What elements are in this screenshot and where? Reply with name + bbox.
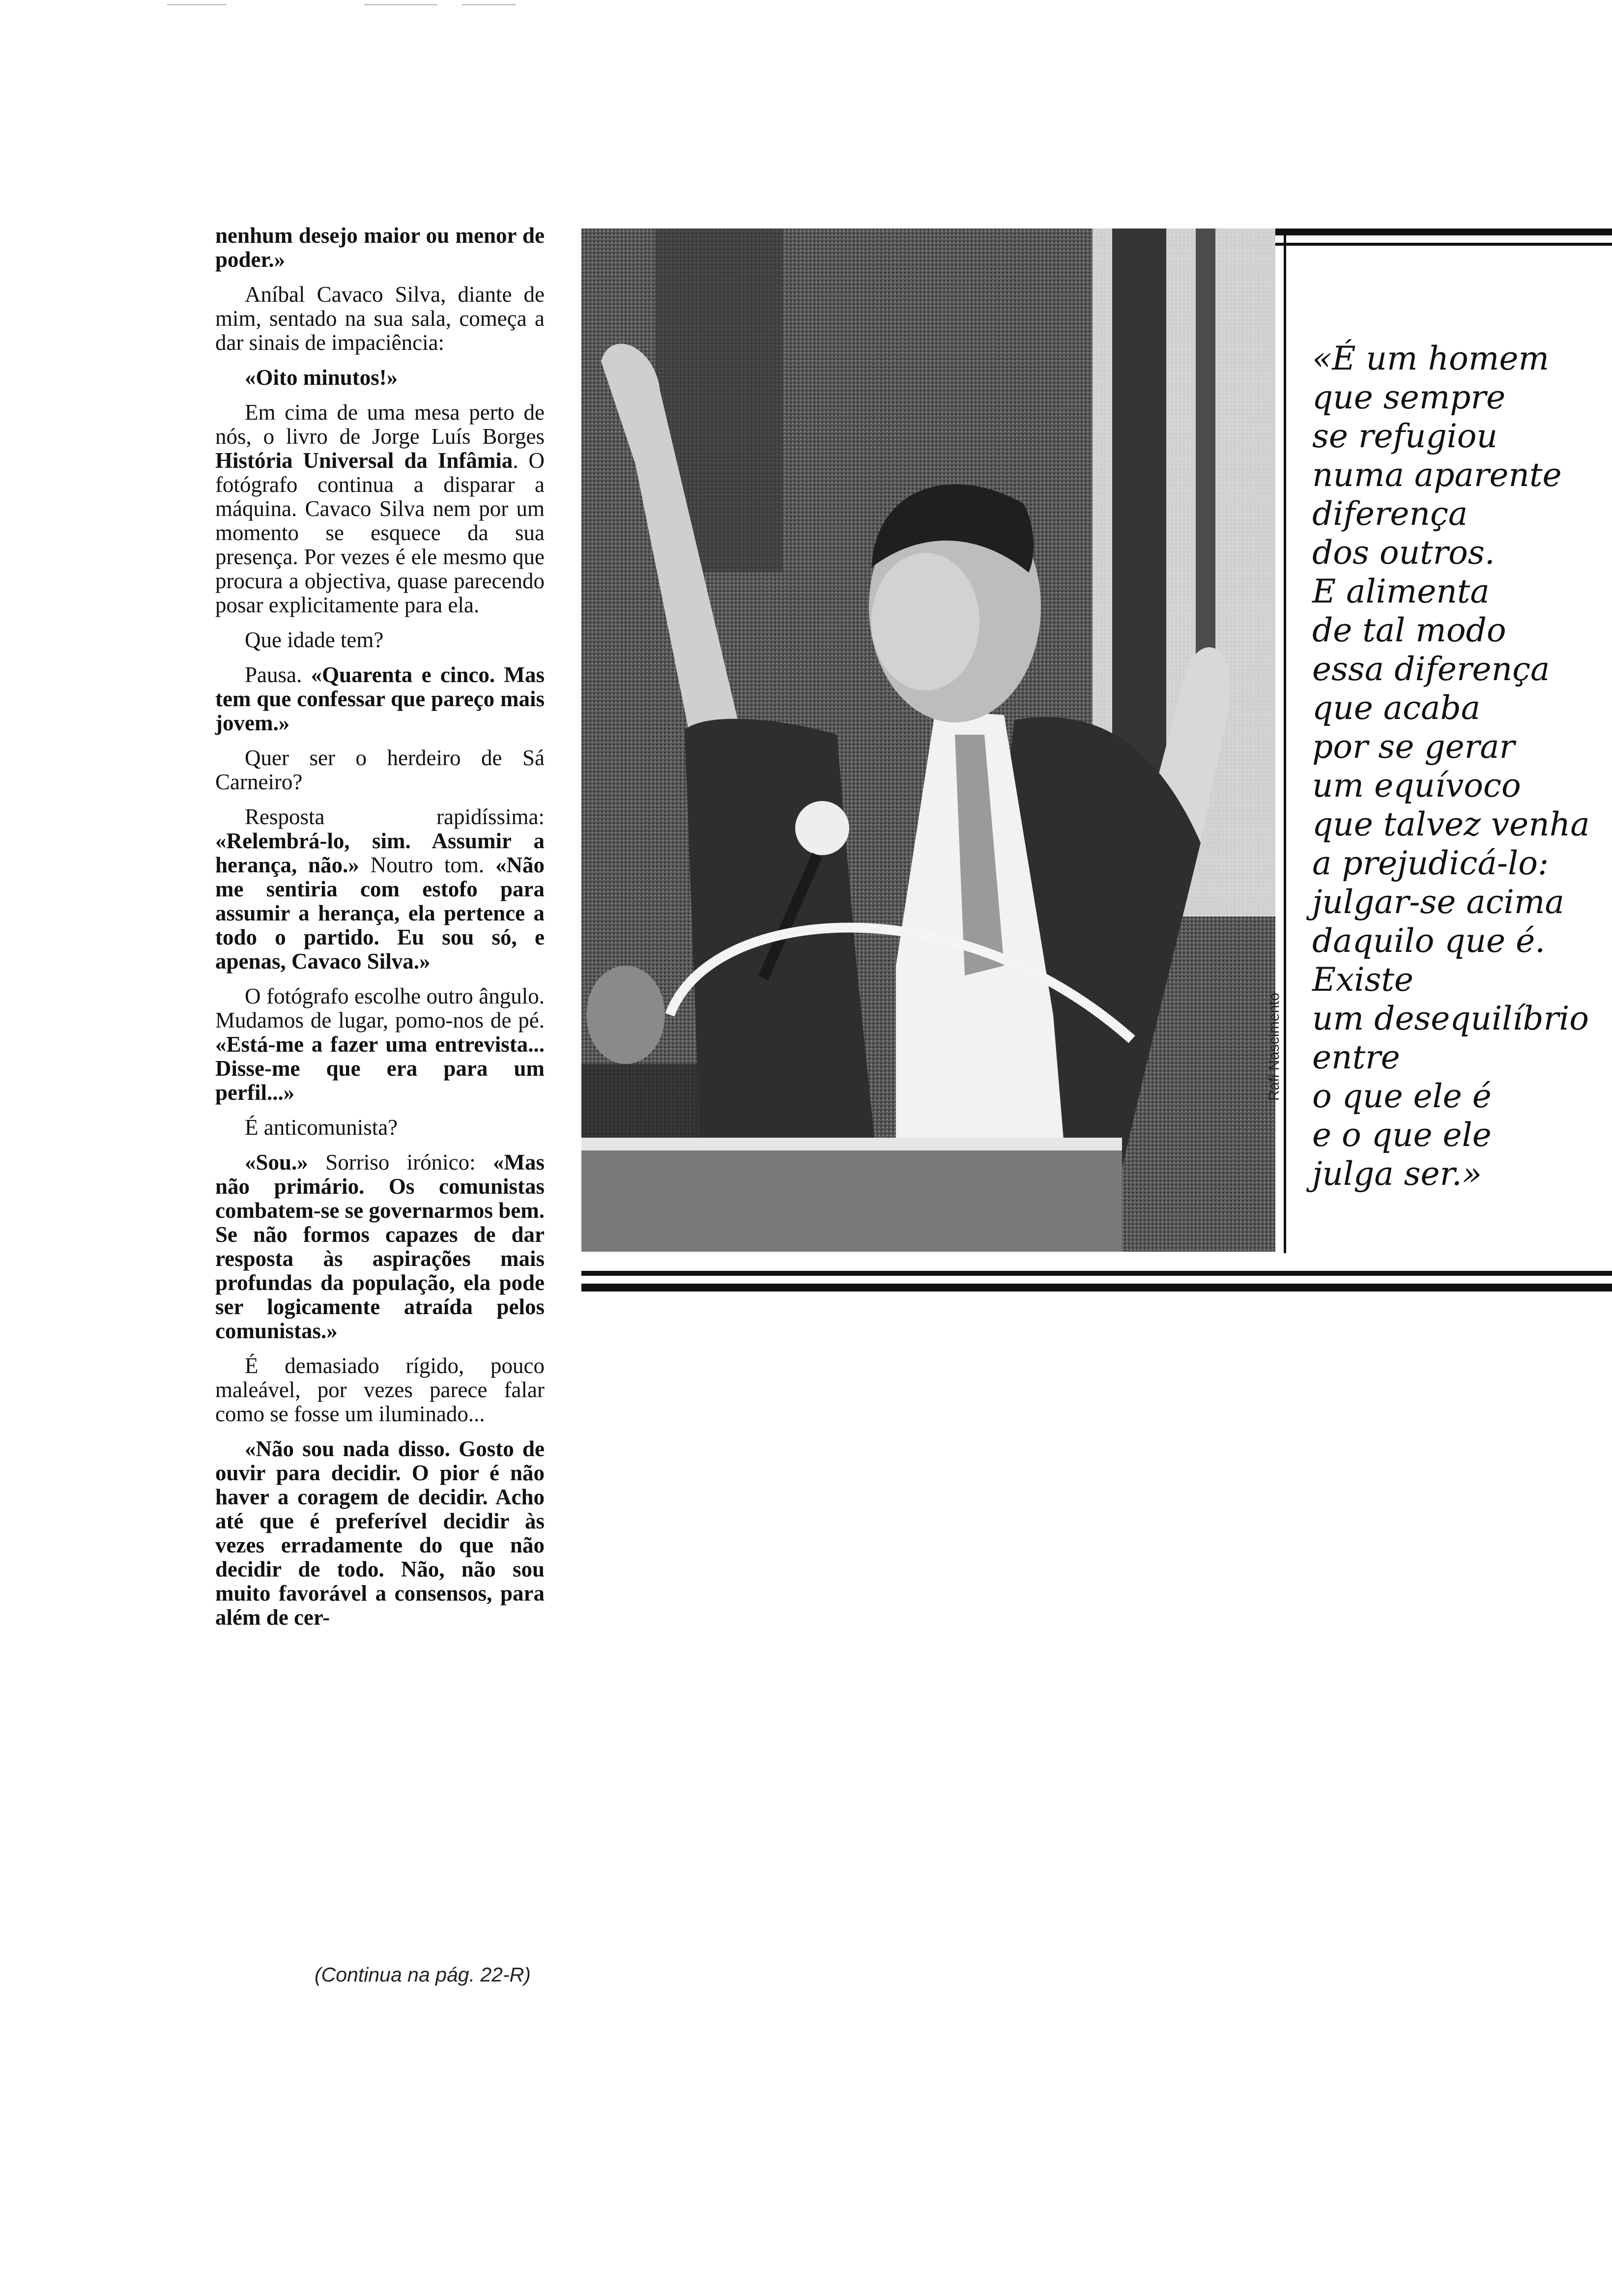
photo-politician-speaking <box>581 229 1275 1252</box>
pull-quote-line: um equívoco <box>1312 767 1521 804</box>
article-paragraph <box>215 401 545 617</box>
article-quote: «Sou.» <box>245 1150 308 1175</box>
article-quote: «Não me sentiria com estofo para assumir a herança, ela pertence a todo o partido. Eu sou só, e apenas, Cavaco Silva.» <box>215 853 545 974</box>
pull-quote-line: daquilo que é. <box>1312 922 1546 960</box>
bottom-rule <box>581 1271 1612 1276</box>
pull-quote-line: entre <box>1312 1038 1400 1076</box>
pull-quote-line: julgar-se acima <box>1312 883 1564 921</box>
interview-question: Quer ser o herdeiro de Sá Carneiro? <box>215 746 545 794</box>
article-quote: «Mas não primário. Os comunistas combatem-se se governarmos bem. Se não formos capazes de dar resposta às aspirações mais profundas da população, ela pode ser logicamente atraída pelos comunistas.» <box>215 1150 545 1343</box>
article-paragraph <box>215 663 545 735</box>
article-paragraph <box>215 1150 545 1343</box>
interview-question: Que idade tem? <box>245 628 384 652</box>
book-title: História Universal da Infâmia <box>215 448 513 473</box>
text-run: O fotógrafo escolhe outro ângulo. Mudamos de lugar, pomo-nos de pé. <box>215 984 545 1033</box>
pull-quote-line: «É um homem <box>1312 340 1550 377</box>
text-run: Em cima de uma mesa perto de nós, o livro de Jorge Luís Borges <box>215 400 545 449</box>
pull-quote-line: e o que ele <box>1312 1116 1492 1154</box>
pull-quote-line: um desequilíbrio <box>1312 1000 1589 1037</box>
article-paragraph <box>215 805 545 974</box>
bottom-rule-thin <box>581 1284 1612 1292</box>
article-quote: «Está-me a fazer uma entrevista... Disse-me que era para um perfil...» <box>215 1032 545 1105</box>
pull-quote-line: E alimenta <box>1312 573 1490 610</box>
text-run: Noutro tom. <box>359 853 495 877</box>
photo-divider <box>1284 229 1286 1253</box>
text-run: Sorriso irónico: <box>308 1150 493 1175</box>
article-quote: «Não sou nada disso. Gosto de ouvir para decidir. O pior é não haver a coragem de decidir. Acho até que é preferível decidir às vezes erradamente do que não decidir de todo. Não, não sou muito favorável a consensos, para além de cer- <box>215 1436 545 1630</box>
pull-quote-line: que sempre <box>1312 378 1506 416</box>
text-run: . O fotógrafo continua a disparar a máquina. Cavaco Silva nem por um momento se esquece da sua presença. Por vezes é ele mesmo que procura a objectiva, quase parecendo posar explicitamente para ela. <box>215 448 545 617</box>
pull-quote-line: dos outros. <box>1312 534 1495 572</box>
interview-question: É demasiado rígido, pouco maleável, por vezes parece falar como se fosse um iluminado... <box>215 1353 545 1426</box>
pull-quote-line: julga ser.» <box>1312 1155 1482 1193</box>
pull-quote <box>1312 339 1607 1193</box>
pull-quote-line: a prejudicá-lo: <box>1312 844 1549 882</box>
photo-credit: Rafi Nascimento <box>1266 992 1282 1101</box>
scan-edge-marks <box>167 4 531 7</box>
pull-quote-line: Existe <box>1312 961 1413 999</box>
article-paragraph <box>215 984 545 1105</box>
pull-quote-line: que acaba <box>1312 689 1481 727</box>
article-quote: «Relembrá-lo, sim. Assumir a herança, não.» <box>215 829 545 877</box>
interview-question: É anticomunista? <box>245 1115 398 1140</box>
pull-quote-line: por se gerar <box>1312 728 1515 766</box>
article-paragraph: Aníbal Cavaco Silva, diante de mim, sentado na sua sala, começa a dar sinais de impaciência: <box>215 282 545 355</box>
pull-quote-line: se refugiou <box>1312 417 1498 455</box>
pull-quote-line: essa diferença <box>1312 650 1550 688</box>
article-quote: «Oito minutos!» <box>245 365 398 390</box>
article-quote: «Quarenta e cinco. Mas tem que confessar que pareço mais jovem.» <box>215 662 545 735</box>
pull-quote-line: o que ele é <box>1312 1077 1492 1115</box>
pull-quote-line: numa aparente <box>1312 456 1562 494</box>
pull-quote-line: de tal modo <box>1312 611 1506 649</box>
continuation-note: (Continua na pág. 22-R) <box>315 1963 531 1986</box>
pull-quote-line: diferença <box>1312 495 1468 533</box>
article-paragraph: nenhum desejo maior ou menor de poder.» <box>215 223 545 272</box>
article-column <box>215 224 545 1640</box>
text-run: Resposta rapidíssima: <box>245 804 545 829</box>
text-run: Pausa. <box>245 662 311 687</box>
pull-quote-line: que talvez venha <box>1312 805 1590 843</box>
